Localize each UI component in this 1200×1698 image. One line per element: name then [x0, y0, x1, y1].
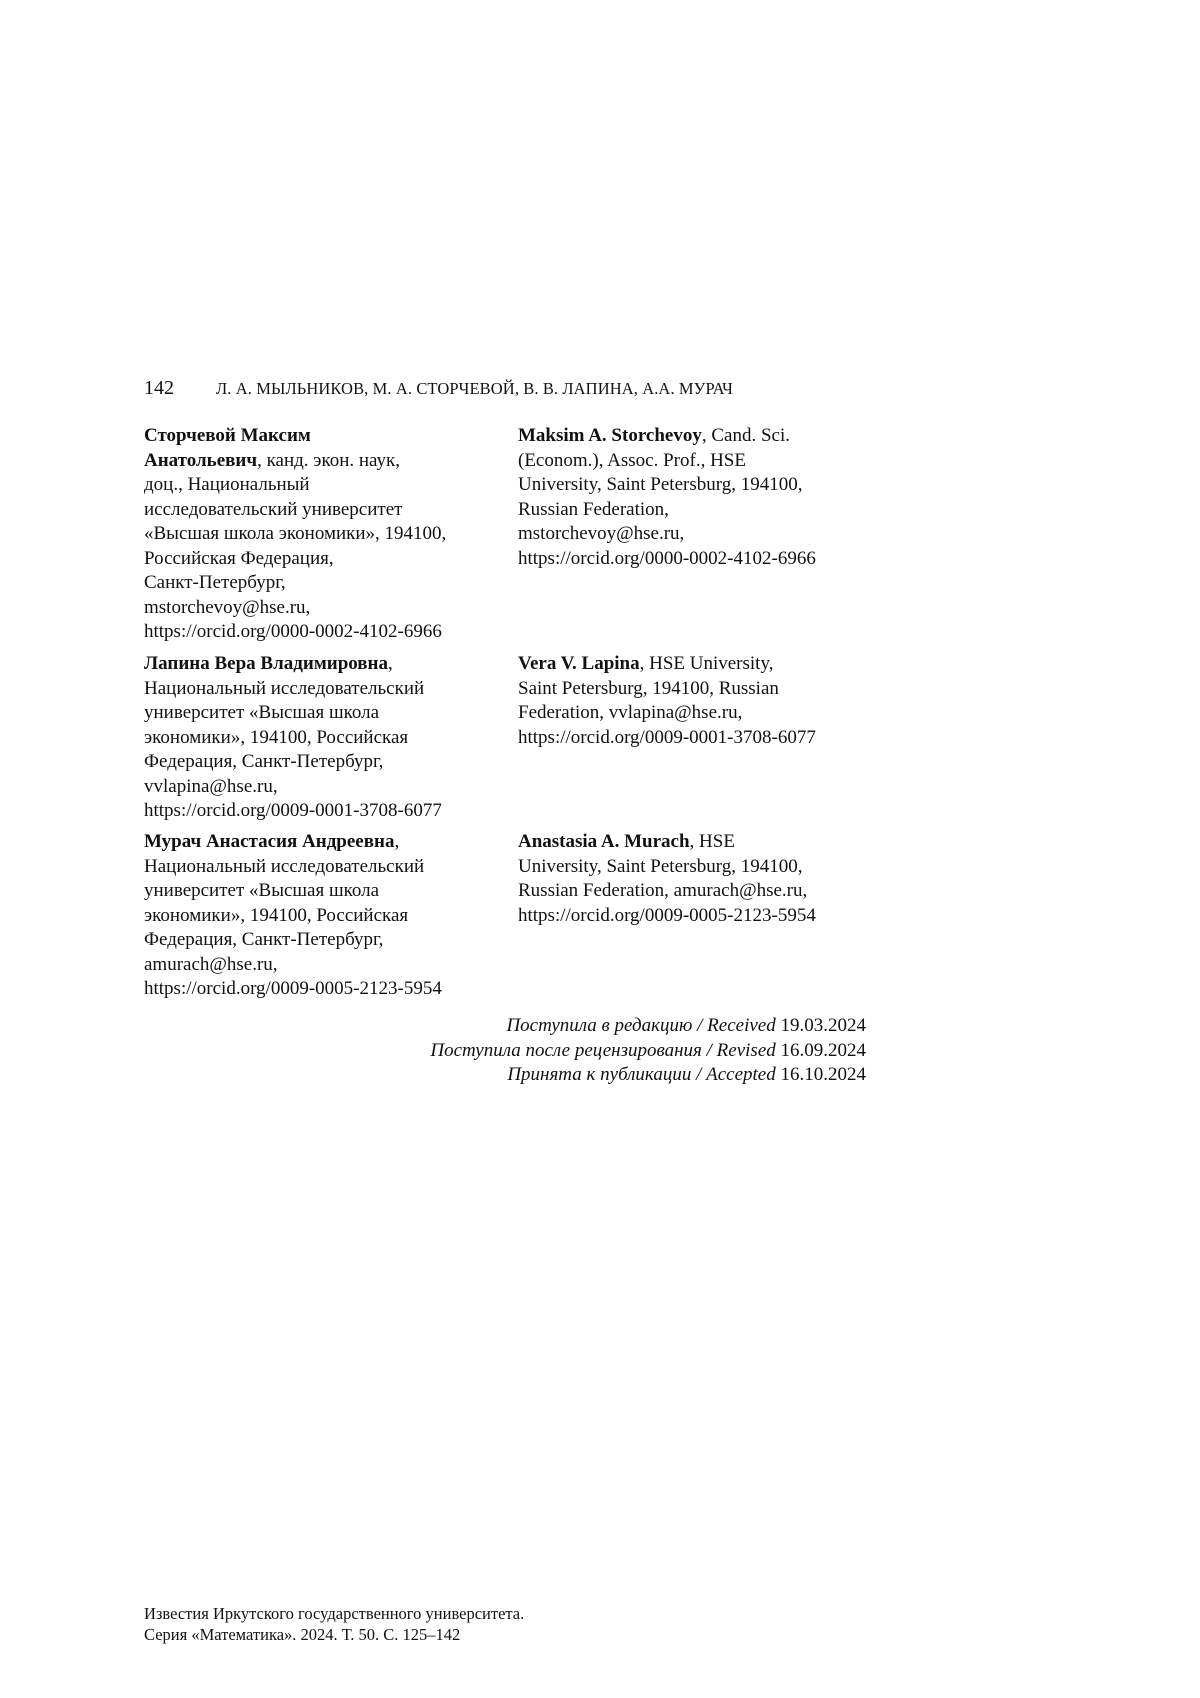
running-header	[144, 376, 864, 402]
accepted-date: Принята к публикации / Accepted 16.10.2024	[507, 1064, 866, 1085]
journal-title: Известия Иркутского государственного университета.	[144, 1604, 525, 1623]
running-header-authors: Л. А. МЫЛЬНИКОВ, М. А. СТОРЧЕВОЙ, В. В. ЛАПИНА, А.А. МУРАЧ	[216, 379, 733, 398]
author-line: Санкт-Петербург,	[144, 572, 286, 593]
journal-footer	[144, 1603, 524, 1645]
journal-citation: Серия «Математика». 2024. Т. 50. С. 125–142	[144, 1625, 461, 1644]
author-line: Национальный исследовательский	[144, 677, 425, 699]
author-info-ru	[144, 830, 442, 1002]
author-orcid-link[interactable]: https://orcid.org/0009-0005-2123-5954	[518, 904, 816, 926]
received-date: Поступила в редакцию / Received 19.03.2024	[506, 1015, 866, 1036]
author-line: Лапина Вера Владимировна,	[144, 653, 393, 674]
author-line: Russian Federation, amurach@hse.ru,	[518, 880, 808, 901]
author-line: Vera V. Lapina, HSE University,	[518, 653, 774, 674]
author-orcid-link[interactable]: https://orcid.org/0000-0002-4102-6966	[518, 547, 816, 569]
author-line: University, Saint Petersburg, 194100,	[518, 855, 803, 877]
author-orcid-link[interactable]: https://orcid.org/0009-0001-3708-6077	[144, 800, 442, 821]
author-line: Национальный исследовательский	[144, 855, 425, 877]
author-line: Anastasia A. Murach, HSE	[518, 831, 735, 852]
author-email[interactable]: amurach@hse.ru,	[144, 953, 278, 975]
author-line: исследовательский университет	[144, 498, 403, 520]
author-line: экономики», 194100, Российская	[144, 726, 409, 748]
author-line: «Высшая школа экономики», 194100,	[144, 523, 447, 544]
author-line: университет «Высшая школа	[144, 702, 380, 723]
author-line: (Econom.), Assoc. Prof., HSE	[518, 449, 746, 471]
author-line: Мурач Анастасия Андреевна,	[144, 831, 400, 852]
publication-dates	[430, 1014, 866, 1088]
author-info-ru	[144, 424, 446, 645]
author-email[interactable]: vvlapina@hse.ru,	[144, 775, 278, 797]
author-orcid-link[interactable]: https://orcid.org/0009-0005-2123-5954	[144, 978, 442, 999]
author-line: Federation, vvlapina@hse.ru,	[518, 702, 743, 723]
author-line: Российская Федерация,	[144, 547, 334, 569]
author-info-ru	[144, 652, 442, 824]
author-line: Сторчевой Максим	[144, 425, 311, 446]
author-line: Maksim A. Storchevoy, Cand. Sci.	[518, 425, 790, 446]
author-line: Анатольевич, канд. экон. наук,	[144, 449, 400, 471]
author-orcid-link[interactable]: https://orcid.org/0000-0002-4102-6966	[144, 621, 442, 642]
author-line: Russian Federation,	[518, 498, 669, 520]
author-info-en	[518, 830, 816, 928]
author-email[interactable]: mstorchevoy@hse.ru,	[518, 523, 685, 544]
author-line: доц., Национальный	[144, 474, 310, 495]
author-orcid-link[interactable]: https://orcid.org/0009-0001-3708-6077	[518, 726, 816, 748]
author-line: Федерация, Санкт-Петербург,	[144, 751, 384, 772]
author-line: университет «Высшая школа	[144, 880, 380, 901]
author-line: Saint Petersburg, 194100, Russian	[518, 677, 779, 699]
author-line: University, Saint Petersburg, 194100,	[518, 474, 803, 495]
author-info-en	[518, 652, 816, 750]
author-line: экономики», 194100, Российская	[144, 904, 409, 926]
revised-date: Поступила после рецензирования / Revised 16.09.2024	[430, 1039, 866, 1061]
author-email[interactable]: mstorchevoy@hse.ru,	[144, 596, 311, 618]
author-info-en	[518, 424, 816, 571]
author-line: Федерация, Санкт-Петербург,	[144, 929, 384, 950]
page-number: 142	[144, 377, 174, 399]
